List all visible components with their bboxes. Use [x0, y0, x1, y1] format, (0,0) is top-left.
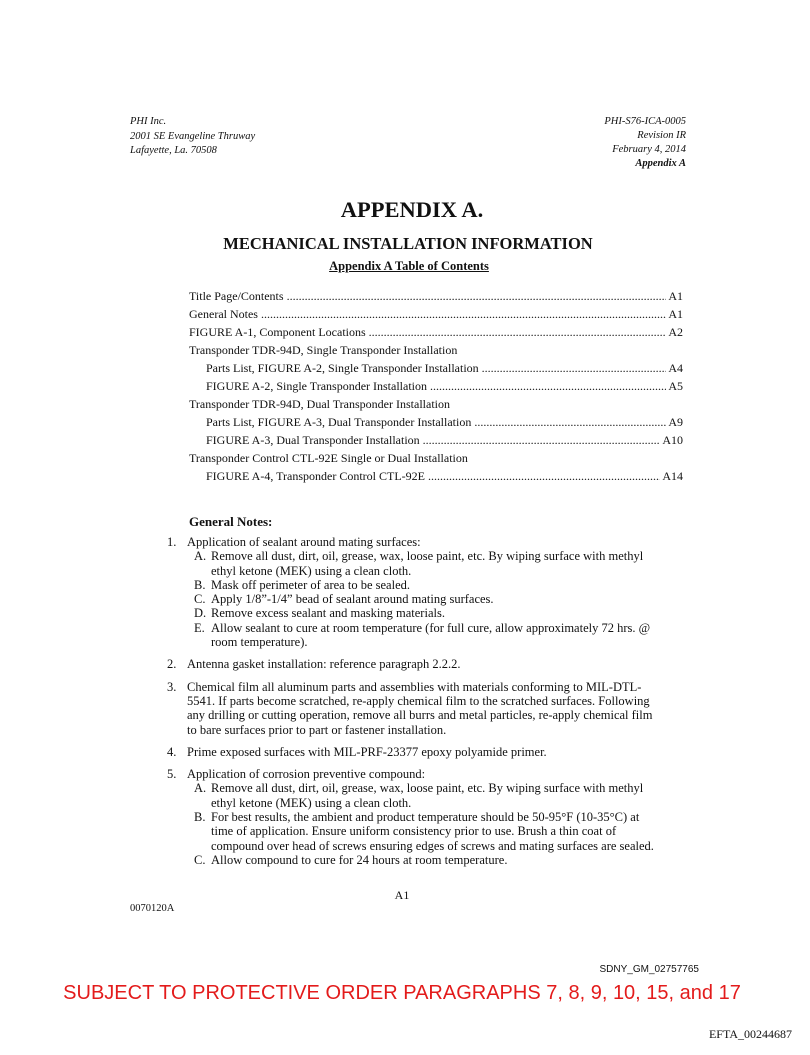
step-letter: C. — [194, 592, 206, 607]
note-step — [187, 549, 707, 578]
note-body — [187, 680, 707, 737]
note-body — [187, 535, 707, 649]
toc-entry — [189, 287, 683, 305]
note-text-line: Chemical film all aluminum parts and assemblies with materials conforming to MIL-DTL- — [187, 679, 642, 694]
toc-entry — [189, 305, 683, 323]
header-company-block — [130, 115, 255, 159]
toc-group-heading — [189, 341, 683, 359]
step-text-line: compound over head of screws ensuring edges of screws and mating surfaces are sealed. — [211, 838, 654, 853]
step-letter: A. — [194, 781, 207, 796]
toc-group-heading — [189, 449, 683, 467]
note-step — [187, 810, 707, 853]
toc-group-label: Transponder TDR-94D, Single Transponder Installation — [189, 343, 458, 357]
step-body — [211, 549, 643, 578]
note-item — [167, 535, 707, 649]
step-text-line: room temperature). — [211, 635, 308, 650]
protective-order-notice: SUBJECT TO PROTECTIVE ORDER PARAGRAPHS 7, 8, 9, 10, 15, and 17 — [63, 982, 741, 1004]
table-of-contents — [189, 287, 683, 485]
step-text-line: Allow sealant to cure at room temperature (for full cure, allow approximately 72 hrs. @ — [211, 620, 651, 635]
step-text-line: For best results, the ambient and product temperature should be 50-95°F (10-35°C) at — [211, 810, 640, 825]
step-body — [211, 810, 654, 853]
note-body — [187, 767, 707, 867]
toc-sub-entry — [189, 467, 683, 485]
toc-sub-entry — [189, 431, 683, 449]
general-notes-list — [167, 535, 707, 867]
toc-sub-entry — [189, 377, 683, 395]
toc-heading-text: Appendix A Table of Contents — [329, 259, 489, 273]
note-text-line: Antenna gasket installation: reference paragraph 2.2.2. — [187, 657, 461, 672]
toc-entry-label: FIGURE A-3, Dual Transponder Installation — [206, 433, 420, 447]
toc-entry-label: FIGURE A-2, Single Transponder Installation — [206, 379, 427, 393]
document-revision: Revision IR — [637, 130, 686, 141]
toc-entry-page: A2 — [668, 325, 683, 339]
toc-entry-label: Title Page/Contents — [189, 289, 284, 303]
step-text-line: ethyl ketone (MEK) using a clean cloth. — [211, 795, 412, 810]
step-letter: A. — [194, 549, 207, 564]
note-number: 2. — [167, 657, 177, 672]
toc-heading — [8, 258, 810, 274]
document-number: PHI-S76-ICA-0005 — [604, 116, 686, 127]
step-letter: C. — [194, 852, 206, 867]
toc-group-label: Transponder Control CTL-92E Single or Dual Installation — [189, 451, 468, 465]
toc-entry-page: A4 — [668, 361, 683, 375]
note-number: 1. — [167, 535, 177, 549]
document-date: February 4, 2014 — [612, 144, 686, 155]
toc-sub-entry — [189, 359, 683, 377]
toc-entry-label: General Notes — [189, 307, 258, 321]
note-number: 4. — [167, 744, 177, 759]
toc-entry — [189, 323, 683, 341]
toc-entry-label: Parts List, FIGURE A-3, Dual Transponder Installation — [206, 415, 472, 429]
toc-leader-dots — [423, 431, 661, 449]
toc-leader-dots — [474, 413, 666, 431]
toc-leader-dots — [287, 287, 667, 305]
toc-entry-label: Parts List, FIGURE A-2, Single Transponder Installation — [206, 361, 479, 375]
toc-entry-page: A5 — [668, 379, 683, 393]
note-text-line: Application of sealant around mating surfaces: — [187, 535, 421, 549]
note-body — [187, 657, 707, 671]
page-title: APPENDIX A. — [340, 197, 484, 222]
note-text-line: any drilling or cutting operation, remove all burrs and metal particles, re-apply chemical film — [187, 708, 653, 723]
toc-entry-label: FIGURE A-4, Transponder Control CTL-92E — [206, 469, 425, 483]
note-text-line: to bare surfaces prior to part or fastener installation. — [187, 722, 447, 737]
step-letter: E. — [194, 620, 205, 635]
page-subtitle: MECHANICAL INSTALLATION INFORMATION — [223, 234, 593, 253]
step-text-line: Apply 1/8”-1/4” bead of sealant around mating surfaces. — [211, 592, 494, 607]
toc-entry-label: FIGURE A-1, Component Locations — [189, 325, 366, 339]
step-text-line: Remove excess sealant and masking materials. — [211, 606, 445, 621]
step-letter: B. — [194, 810, 206, 825]
step-letter: D. — [194, 606, 207, 621]
note-number: 5. — [167, 767, 177, 782]
page-number: A1 — [394, 888, 410, 902]
toc-entry-page: A1 — [668, 289, 683, 303]
general-notes-heading: General Notes: — [189, 514, 273, 529]
note-text-line: Application of corrosion preventive compound: — [187, 767, 426, 782]
toc-leader-dots — [430, 377, 666, 395]
note-item — [167, 657, 707, 671]
note-text-line: 5541. If parts become scratched, re-apply chemical film to the scratched surfaces. Following — [187, 693, 650, 708]
toc-entry-page: A9 — [668, 415, 683, 429]
header-document-block — [604, 115, 686, 171]
company-name: PHI Inc. — [130, 116, 167, 127]
step-text-line: Allow compound to cure for 24 hours at room temperature. — [211, 852, 508, 867]
step-text-line: Remove all dust, dirt, oil, grease, wax, loose paint, etc. By wiping surface with methyl — [211, 549, 644, 564]
toc-leader-dots — [428, 467, 660, 485]
step-text-line: ethyl ketone (MEK) using a clean cloth. — [211, 563, 412, 578]
document-section: Appendix A — [635, 158, 686, 169]
step-body — [211, 781, 643, 810]
toc-group-label: Transponder TDR-94D, Dual Transponder Installation — [189, 397, 450, 411]
note-number: 3. — [167, 679, 177, 694]
toc-entry-page: A14 — [662, 469, 683, 483]
note-step — [187, 606, 707, 620]
note-text-line: Prime exposed surfaces with MIL-PRF-23377 epoxy polyamide primer. — [187, 744, 547, 759]
step-letter: B. — [194, 577, 206, 592]
toc-leader-dots — [369, 323, 667, 341]
toc-leader-dots — [482, 359, 667, 377]
step-text-line: Mask off perimeter of area to be sealed. — [211, 577, 410, 592]
note-step — [187, 621, 707, 650]
note-item — [167, 767, 707, 867]
company-address: 2001 SE Evangeline Thruway — [130, 130, 256, 142]
note-step — [187, 781, 707, 810]
note-item — [167, 680, 707, 737]
efta-number-stamp: EFTA_00244687 — [708, 1027, 792, 1041]
note-step — [187, 853, 707, 867]
note-step — [187, 592, 707, 606]
note-item — [167, 745, 707, 759]
step-body — [211, 621, 650, 650]
company-city: Lafayette, La. 70508 — [130, 145, 217, 156]
toc-group-heading — [189, 395, 683, 413]
note-body — [187, 745, 707, 759]
step-text-line: Remove all dust, dirt, oil, grease, wax, loose paint, etc. By wiping surface with methyl — [211, 781, 644, 796]
toc-entry-page: A10 — [662, 433, 683, 447]
toc-sub-entry — [189, 413, 683, 431]
step-body — [211, 578, 410, 592]
toc-leader-dots — [261, 305, 666, 323]
step-body — [211, 606, 445, 620]
step-body — [211, 853, 507, 867]
toc-entry-page: A1 — [668, 307, 683, 321]
document-code: 0070120A — [130, 903, 175, 914]
note-step — [187, 578, 707, 592]
bates-number-stamp: SDNY_GM_02757765 — [599, 964, 699, 975]
step-body — [211, 592, 494, 606]
step-text-line: time of application. Ensure uniform consistency prior to use. Brush a thin coat of — [211, 824, 617, 839]
